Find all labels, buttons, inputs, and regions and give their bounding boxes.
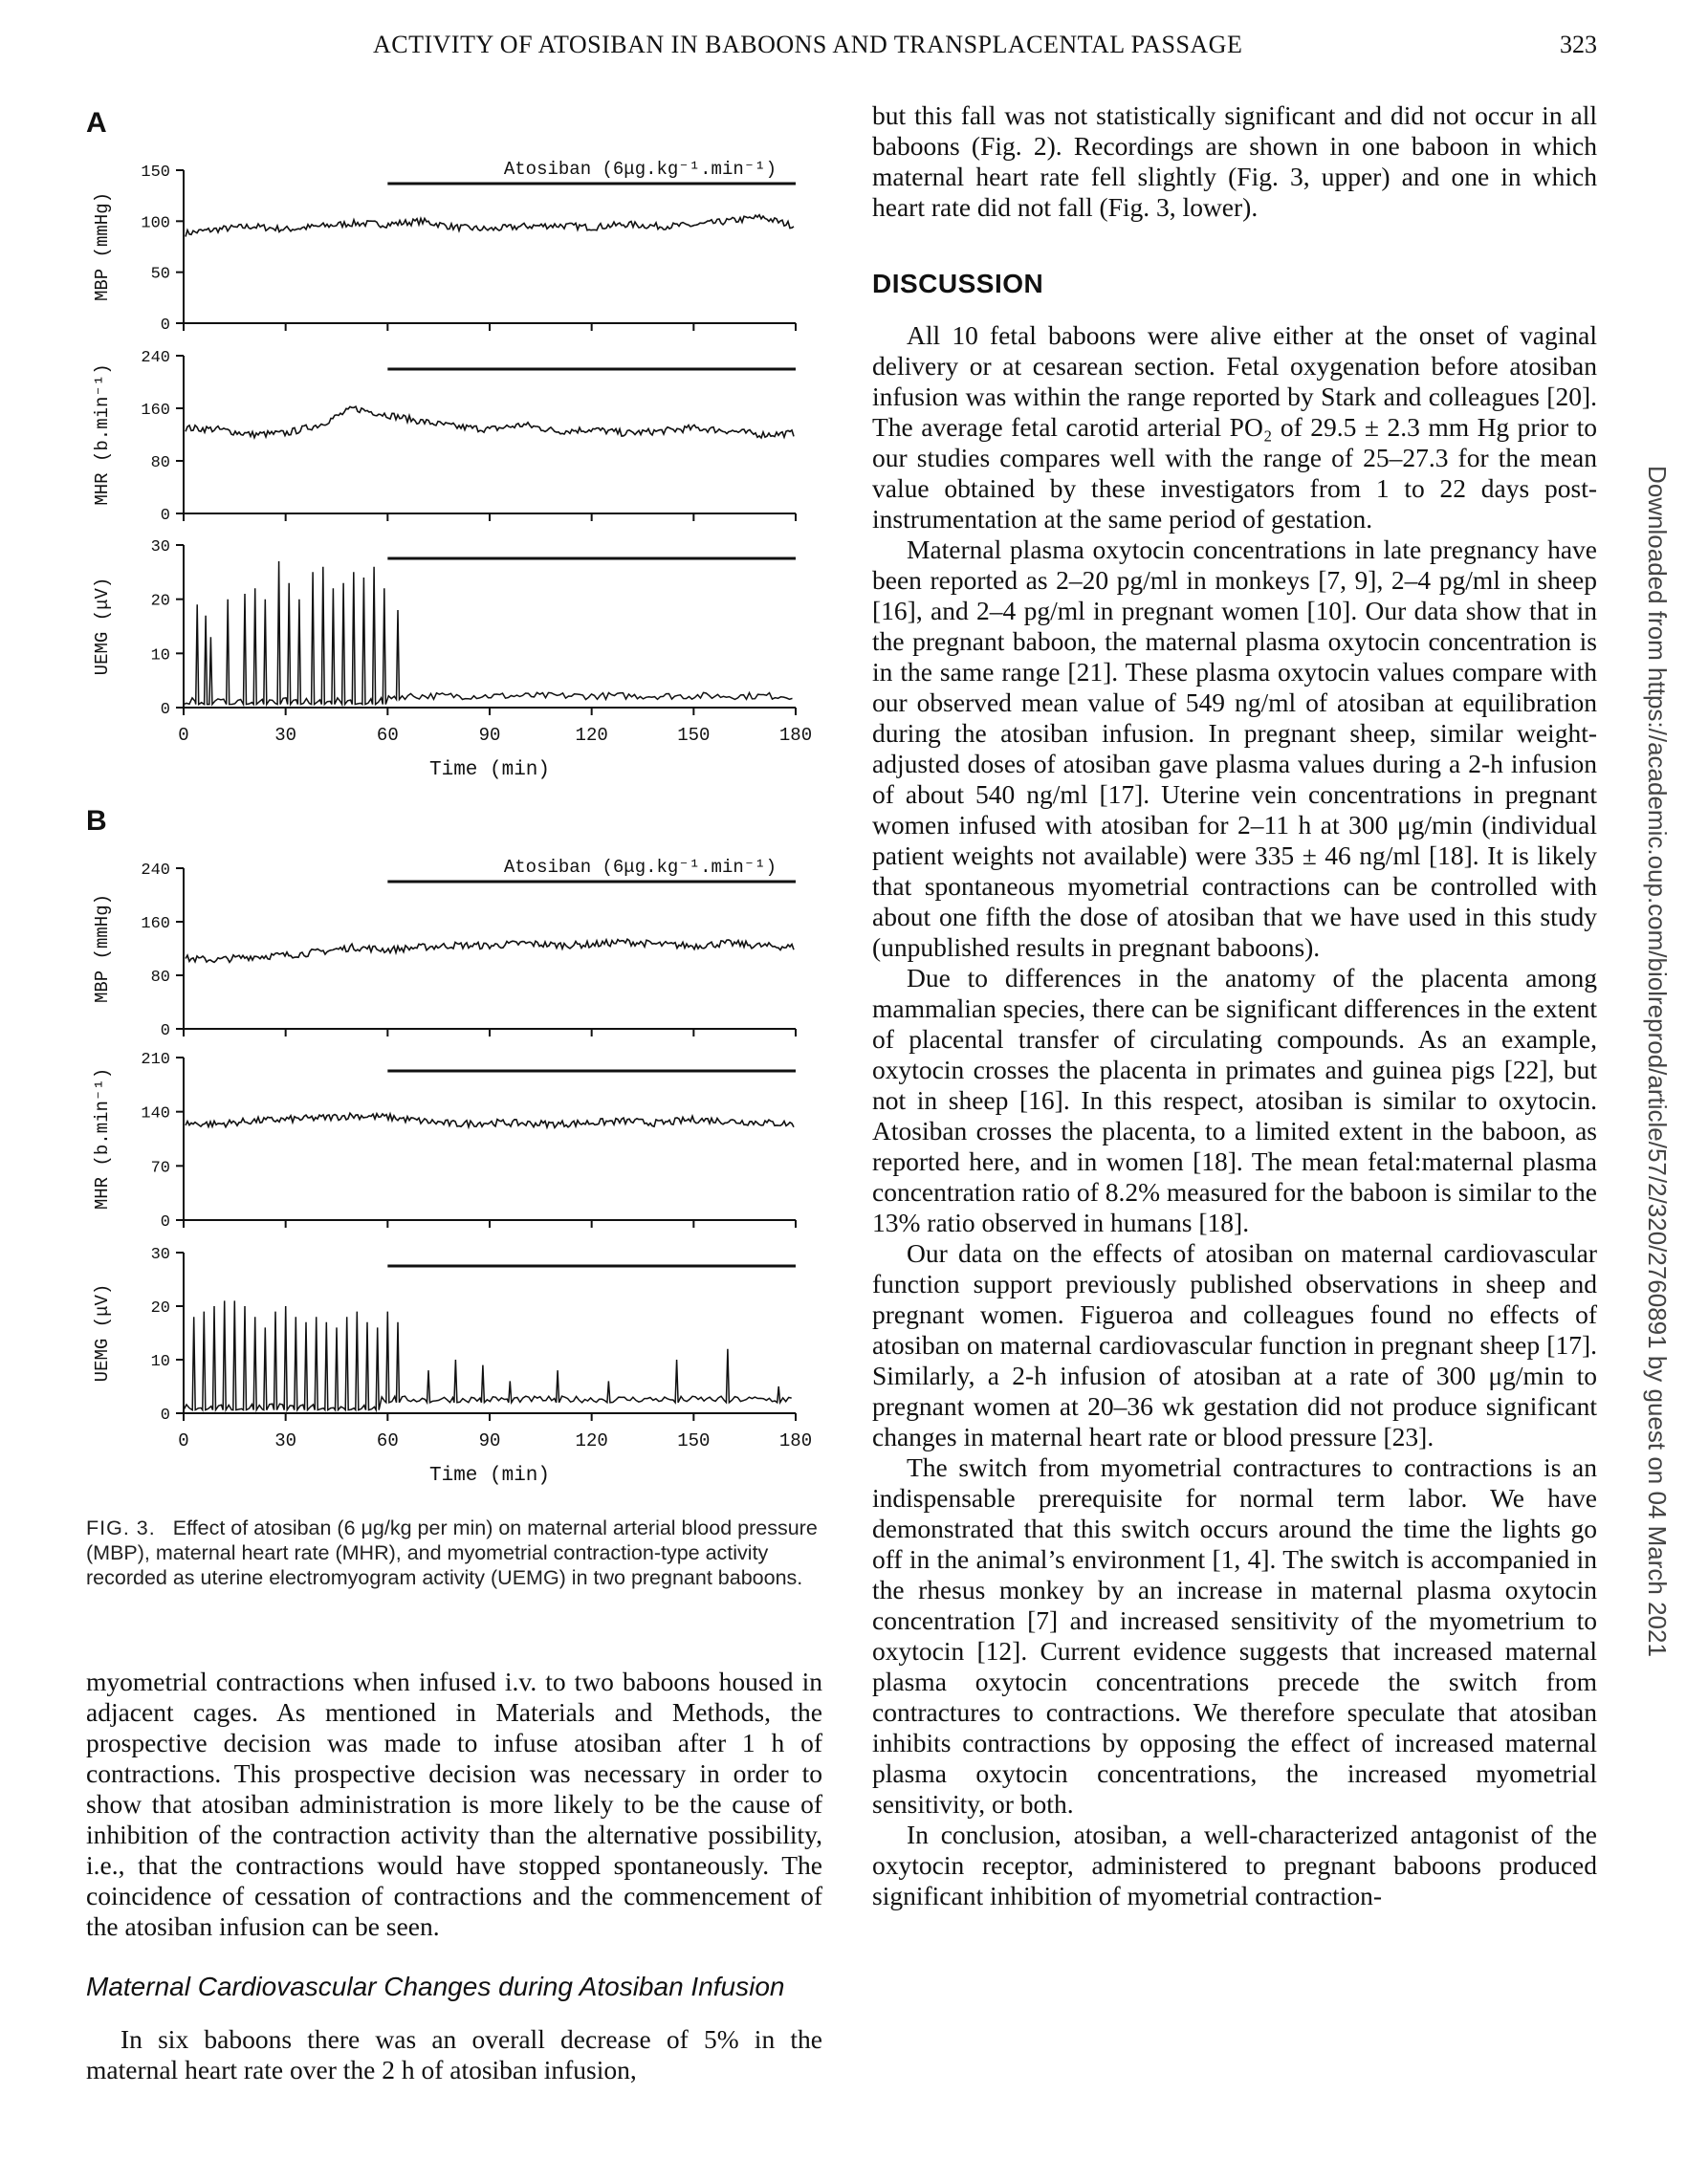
y-tick-label: 0 <box>160 1407 170 1425</box>
paragraph: The switch from myometrial contractures to contractions is an indispensable prerequisite for normal term labor. We have demonstrated that this switch occurs around the time the lights go off in the animal’s environment [1, 4]. The switch is accompanied in the rhesus monkey by an increase in maternal plasma oxytocin concentration [7] and increased sensitivity of the myometrium to oxytocin [12]. Current evidence suggests that increased maternal plasma oxytocin concentrations precede the switch from contractures to contractions. We therefore speculate that atosiban inhibits contractions by opposing the effect of increased maternal plasma oxytocin concentrations, the increased myometrial sensitivity, or both. <box>872 1452 1597 1819</box>
y-tick-label: 160 <box>141 915 170 933</box>
data-trace <box>184 561 793 705</box>
x-tick-label: 0 <box>178 1430 189 1451</box>
y-tick-label: 240 <box>141 862 170 880</box>
panel-label-a: A <box>86 107 107 139</box>
data-trace <box>186 939 794 962</box>
y-tick-label: 80 <box>150 454 170 472</box>
paragraph: Due to differences in the anatomy of the placenta among mammalian species, there can be significant differences in the extent of placental transfer of circulating compounds. As an example, oxytocin crosses the placenta in primates and guinea pigs [22], but not in sheep [16]. In this respect, atosiban is similar to oxytocin. Atosiban crosses the placenta, to a limited extent in the baboon, as reported here, and in women [18]. The mean fetal:maternal plasma concentration ratio of 8.2% measured for the baboon is similar to the 13% ratio observed in humans [18]. <box>872 963 1597 1237</box>
download-watermark: Downloaded from https://academic.oup.com/biolreprod/article/57/2/320/2760891 by guest on 04 March 2021 <box>1643 466 1672 1657</box>
x-tick-label: 30 <box>274 1430 297 1451</box>
running-title: ACTIVITY OF ATOSIBAN IN BABOONS AND TRANSPLACENTAL PASSAGE <box>373 31 1243 58</box>
x-tick-label: 90 <box>478 1430 501 1451</box>
paragraph-continuation: but this fall was not statistically significant and did not occur in all baboons (Fig. 2). Recordings are shown in one baboon in which maternal heart rate fell slightly (Fig. 3, upper) and one in which heart rate did not fall (Fig. 3, lower). <box>872 100 1597 222</box>
data-trace <box>186 406 794 438</box>
y-axis-label: UEMG (μV) <box>92 577 113 676</box>
figure-3 <box>86 96 842 1645</box>
y-tick-label: 20 <box>150 1299 170 1318</box>
running-head <box>86 31 1597 69</box>
x-tick-label: 180 <box>778 725 813 746</box>
y-axis-label: MHR (b.min⁻¹) <box>92 363 113 506</box>
y-tick-label: 30 <box>150 538 170 556</box>
y-axis-label: UEMG (μV) <box>92 1283 113 1383</box>
caption-text: Effect of atosiban (6 μg/kg per min) on maternal arterial blood pressure (MBP), maternal heart rate (MHR), and myometrial contraction-type activity recorded as uterine electromyogram activity (UEMG) in two pregnant baboons. <box>86 1516 818 1589</box>
x-tick-label: 0 <box>178 725 189 746</box>
right-column <box>872 100 1597 1911</box>
section-heading-discussion: DISCUSSION <box>872 269 1044 298</box>
paragraph: Our data on the effects of atosiban on maternal cardiovascular function support previously published observations in sheep and pregnant women. Figueroa and colleagues found no effects of atosiban on maternal cardiovascular function in pregnant sheep [17]. Similarly, a 2-h infusion of atosiban at a rate of 300 μg/min to pregnant women at 20–36 wk gestation did not produce significant changes in maternal heart rate or blood pressure [23]. <box>872 1238 1597 1451</box>
data-trace <box>186 1113 794 1127</box>
paragraph: In conclusion, atosiban, a well-characterized antagonist of the oxytocin receptor, administered to pregnant baboons produced significant inhibition of myometrial contraction- <box>872 1820 1597 1910</box>
paragraph-continuation: myometrial contractions when infused i.v. to two baboons housed in adjacent cages. As mentioned in Materials and Methods, the prospective decision was made to infuse atosiban after 1 h of contractions. This prospective decision was necessary in order to show that atosiban administration is more likely to be the cause of inhibition of the contraction activity than the alternative possibility, i.e., that the contractions would have stopped spontaneously. The coincidence of cessation of contractions and the commencement of the atosiban infusion can be seen. <box>86 1667 822 1941</box>
panel-label-b: B <box>86 805 107 837</box>
x-tick-label: 120 <box>575 725 608 746</box>
caption-label: FIG. 3. <box>86 1516 156 1539</box>
y-tick-label: 10 <box>150 1353 170 1371</box>
x-tick-label: 90 <box>478 725 501 746</box>
x-tick-label: 30 <box>274 725 297 746</box>
y-tick-label: 240 <box>141 349 170 367</box>
x-tick-label: 60 <box>376 725 399 746</box>
x-axis-title: Time (min) <box>428 1465 551 1487</box>
y-tick-label: 50 <box>150 265 170 284</box>
y-axis-label: MBP (mmHg) <box>92 191 113 302</box>
paragraph: All 10 fetal baboons were alive either at the onset of vaginal delivery or at cesarean section. Fetal oxygenation before atosiban infusion was within the range reported by Stark and colleagues [20]. The average fetal carotid arterial PO₂ of 29.5 ± 2.3 mm Hg prior to our studies compares well with the range of 25–27.3 for the mean value obtained by these investigators from 1 to 22 days post-instrumentation at the same period of gestation. <box>872 320 1597 534</box>
x-tick-label: 120 <box>575 1430 608 1451</box>
y-tick-label: 100 <box>141 214 170 233</box>
data-trace <box>186 215 794 237</box>
y-axis-label: MBP (mmHg) <box>92 893 113 1004</box>
subsection-heading: Maternal Cardiovascular Changes during Atosiban Infusion <box>86 1972 785 2001</box>
x-tick-label: 150 <box>677 725 711 746</box>
y-tick-label: 30 <box>150 1246 170 1264</box>
figure-3-plots <box>86 96 842 1511</box>
paragraph: In six baboons there was an overall decrease of 5% in the maternal heart rate over the 2 h of atosiban infusion, <box>86 2024 822 2084</box>
page-number: 323 <box>1560 31 1597 58</box>
y-tick-label: 20 <box>150 592 170 611</box>
y-tick-label: 0 <box>160 701 170 719</box>
y-tick-label: 140 <box>141 1104 170 1124</box>
paragraph: Maternal plasma oxytocin concentrations in late pregnancy have been reported as 2–20 pg/ml in monkeys [7, 9], 2–4 pg/ml in sheep [16], and 2–4 pg/ml in pregnant women [10]. Our data show that in the pregnant baboon, the maternal plasma oxytocin concentration is in the same range [21]. These plasma oxytocin values compare with our observed mean value of 549 ng/ml of atosiban at equilibration during the atosiban infusion. In pregnant sheep, similar weight-adjusted doses of atosiban gave plasma values during a 2-h infusion of about 540 ng/ml [17]. Uterine vein concentrations in pregnant women infused with atosiban for 2–11 h at 300 μg/min (individual patient weights not available) were 335 ± 46 ng/ml [18]. It is likely that spontaneous myometrial contractions can be controlled with about one fifth the dose of atosiban that we have used in this study (unpublished results in pregnant baboons). <box>872 535 1597 962</box>
y-tick-label: 160 <box>141 402 170 420</box>
y-tick-label: 0 <box>160 507 170 525</box>
infusion-label: Atosiban (6μg.kg⁻¹.min⁻¹) <box>503 857 777 878</box>
y-tick-label: 10 <box>150 646 170 665</box>
y-tick-label: 70 <box>150 1159 170 1178</box>
data-trace <box>184 1300 792 1409</box>
y-tick-label: 210 <box>141 1051 170 1069</box>
x-tick-label: 180 <box>778 1430 813 1451</box>
y-tick-label: 0 <box>160 316 170 335</box>
x-axis-title: Time (min) <box>428 759 551 781</box>
x-tick-label: 150 <box>677 1430 711 1451</box>
x-tick-label: 60 <box>376 1430 399 1451</box>
y-tick-label: 80 <box>150 969 170 987</box>
infusion-label: Atosiban (6μg.kg⁻¹.min⁻¹) <box>503 159 777 180</box>
y-tick-label: 150 <box>141 164 170 182</box>
y-tick-label: 0 <box>160 1022 170 1040</box>
figure-caption <box>86 1516 822 1590</box>
y-axis-label: MHR (b.min⁻¹) <box>92 1067 113 1211</box>
y-tick-label: 0 <box>160 1213 170 1232</box>
left-column <box>86 1667 822 2085</box>
